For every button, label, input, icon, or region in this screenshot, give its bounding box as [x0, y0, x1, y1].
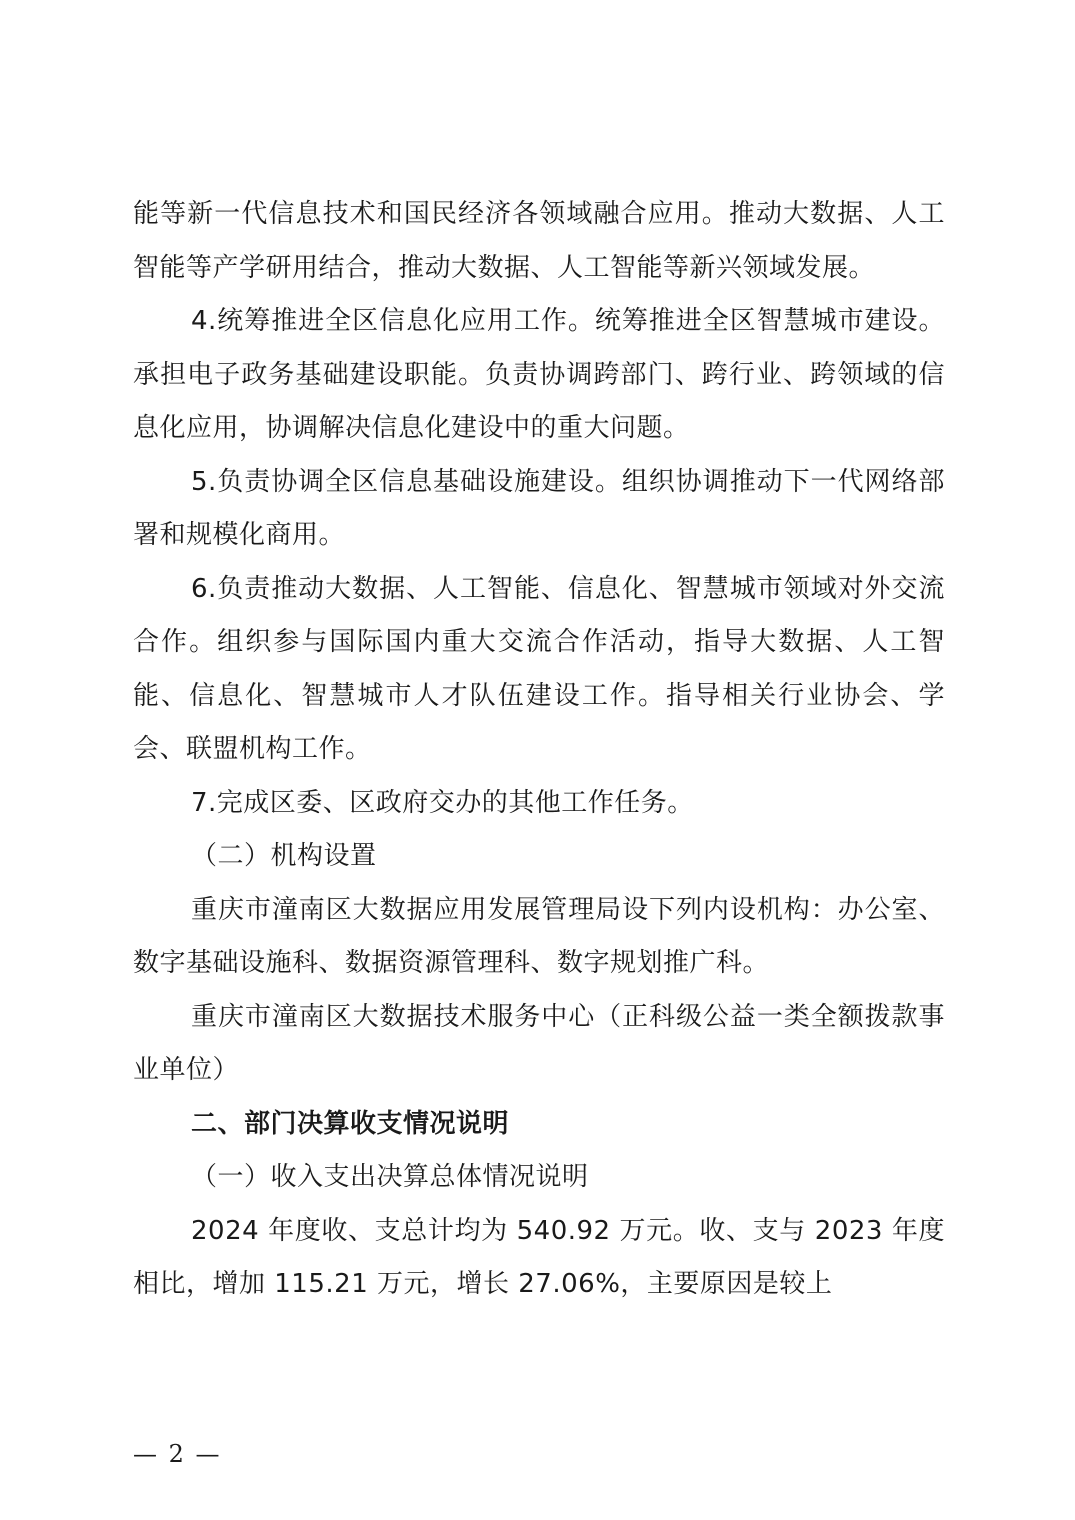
paragraph-item-6: 6.负责推动大数据、人工智能、信息化、智慧城市领域对外交流合作。组织参与国际国内重大交流合作活动，指导大数据、人工智能、信息化、智慧城市人才队伍建设工作。指导相关行业协会、学会、联盟机构工作。: [133, 573, 945, 764]
heading-section-2: 二、部门决算收支情况说明: [191, 1108, 510, 1139]
subheading-organization: （二）机构设置: [191, 841, 377, 871]
document-body: [133, 188, 945, 1312]
paragraph-item-5: 5.负责协调全区信息基础设施建设。组织协调推动下一代网络部署和规模化商用。: [133, 466, 945, 550]
paragraph-budget-totals: 2024 年度收、支总计均为 540.92 万元。收、支与 2023 年度相比，增加 115.21 万元，增长 27.06%，主要原因是较上: [133, 1215, 945, 1299]
paragraph-internal-departments: 重庆市潼南区大数据应用发展管理局设下列内设机构：办公室、数字基础设施科、数据资源管理科、数字规划推广科。: [133, 894, 945, 978]
page-number: — 2 —: [133, 1440, 222, 1468]
paragraph-continuation: 能等新一代信息技术和国民经济各领域融合应用。推动大数据、人工智能等产学研用结合，推动大数据、人工智能等新兴领域发展。: [133, 199, 945, 283]
paragraph-service-center: 重庆市潼南区大数据技术服务中心（正科级公益一类全额拨款事业单位）: [133, 1001, 945, 1085]
paragraph-item-7: 7.完成区委、区政府交办的其他工作任务。: [191, 787, 694, 818]
subheading-overall-budget: （一）收入支出决算总体情况说明: [191, 1162, 589, 1192]
paragraph-item-4: 4.统筹推进全区信息化应用工作。统筹推进全区智慧城市建设。承担电子政务基础建设职能。负责协调跨部门、跨行业、跨领域的信息化应用，协调解决信息化建设中的重大问题。: [133, 306, 945, 443]
